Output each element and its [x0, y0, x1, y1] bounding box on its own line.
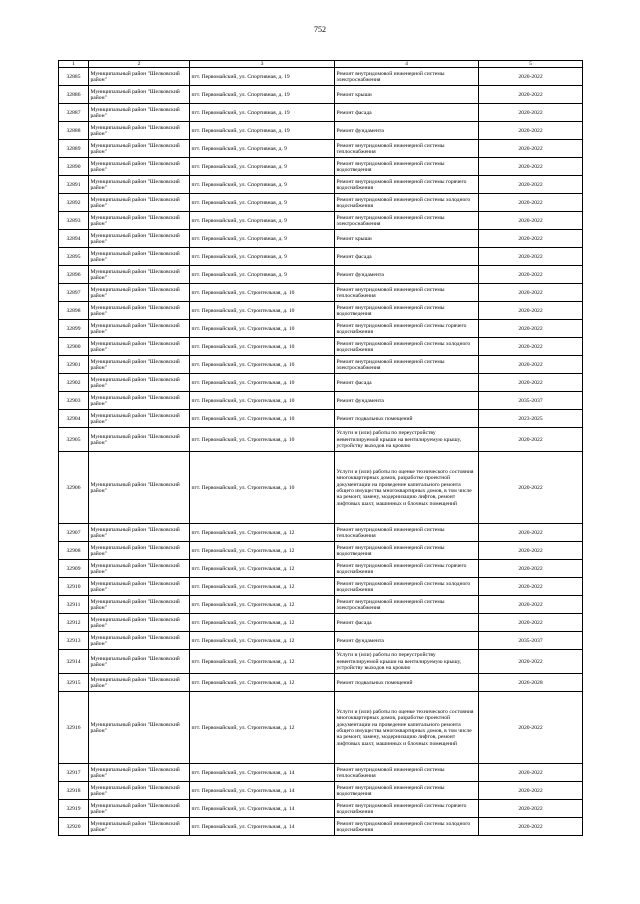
- row-number: 32914: [59, 650, 89, 674]
- work-type-cell: Ремонт крыши: [335, 86, 479, 104]
- municipality-cell: Муниципальный район "Шелковский район": [89, 104, 190, 122]
- address-cell: пгт. Первомайский, ул. Строительная, д. 10: [190, 320, 335, 338]
- row-number: 32899: [59, 320, 89, 338]
- period-cell: 2020-2022: [479, 374, 583, 392]
- table-row: [59, 104, 583, 122]
- period-cell: 2023-2025: [479, 410, 583, 428]
- period-cell: 2020-2022: [479, 68, 583, 86]
- period-cell: 2020-2022: [479, 596, 583, 614]
- table-row: [59, 452, 583, 524]
- column-number: 4: [335, 61, 479, 68]
- work-type-cell: Ремонт фасада: [335, 248, 479, 266]
- municipality-cell: Муниципальный район "Шелковский район": [89, 578, 190, 596]
- period-cell: 2020-2022: [479, 692, 583, 764]
- municipality-cell: Муниципальный район "Шелковский район": [89, 284, 190, 302]
- address-cell: пгт. Первомайский, ул. Строительная, д. 12: [190, 578, 335, 596]
- period-cell: 2020-2022: [479, 578, 583, 596]
- period-cell: 2020-2022: [479, 284, 583, 302]
- municipality-cell: Муниципальный район "Шелковский район": [89, 782, 190, 800]
- address-cell: пгт. Первомайский, ул. Строительная, д. 10: [190, 410, 335, 428]
- table-row: [59, 764, 583, 782]
- work-type-cell: Ремонт внутридомовой инженерной системы горячего водоснабжения: [335, 320, 479, 338]
- row-number: 32906: [59, 452, 89, 524]
- address-cell: пгт. Первомайский, ул. Спортивная, д. 9: [190, 212, 335, 230]
- period-cell: 2020-2022: [479, 194, 583, 212]
- table-row: [59, 194, 583, 212]
- work-type-cell: Ремонт подвальных помещений: [335, 410, 479, 428]
- table-body: [59, 61, 583, 836]
- municipality-cell: Муниципальный район "Шелковский район": [89, 410, 190, 428]
- municipality-cell: Муниципальный район "Шелковский район": [89, 452, 190, 524]
- row-number: 32915: [59, 674, 89, 692]
- row-number: 32897: [59, 284, 89, 302]
- work-type-cell: Ремонт внутридомовой инженерной системы теплоснабжения: [335, 764, 479, 782]
- table-row: [59, 524, 583, 542]
- municipality-cell: Муниципальный район "Шелковский район": [89, 86, 190, 104]
- address-cell: пгт. Первомайский, ул. Строительная, д. 10: [190, 392, 335, 410]
- period-cell: 2020-2022: [479, 266, 583, 284]
- municipality-cell: Муниципальный район "Шелковский район": [89, 818, 190, 836]
- address-cell: пгт. Первомайский, ул. Строительная, д. 10: [190, 374, 335, 392]
- address-cell: пгт. Первомайский, ул. Спортивная, д. 19: [190, 122, 335, 140]
- period-cell: 2020-2022: [479, 338, 583, 356]
- work-type-cell: Услуги и (или) работы по оценке технического состояния многоквартирных домов, разработке проектной документации на проведение капитального ремонта общего имущества многоквартирных домов, в том числе на ремонт, замену, модернизацию лифтов, ремонт лифтовых шахт, машинных и блочных помещений: [335, 452, 479, 524]
- address-cell: пгт. Первомайский, ул. Строительная, д. 10: [190, 284, 335, 302]
- table-row: [59, 674, 583, 692]
- work-type-cell: Ремонт внутридомовой инженерной системы горячего водоснабжения: [335, 800, 479, 818]
- period-cell: 2020-2022: [479, 104, 583, 122]
- municipality-cell: Муниципальный район "Шелковский район": [89, 248, 190, 266]
- municipality-cell: Муниципальный район "Шелковский район": [89, 140, 190, 158]
- address-cell: пгт. Первомайский, ул. Строительная, д. 12: [190, 560, 335, 578]
- row-number: 32907: [59, 524, 89, 542]
- work-type-cell: Услуги и (или) работы по переустройству невентилируемой крыши на вентилируемую крышу, устройству выходов на кровлю: [335, 650, 479, 674]
- municipality-cell: Муниципальный район "Шелковский район": [89, 800, 190, 818]
- table-row: [59, 140, 583, 158]
- period-cell: 2020-2022: [479, 212, 583, 230]
- period-cell: 2020-2022: [479, 248, 583, 266]
- work-type-cell: Услуги и (или) работы по переустройству невентилируемой крыши на вентилируемую крышу, устройству выходов на кровлю: [335, 428, 479, 452]
- address-cell: пгт. Первомайский, ул. Спортивная, д. 19: [190, 68, 335, 86]
- table-row: [59, 578, 583, 596]
- address-cell: пгт. Первомайский, ул. Строительная, д. 10: [190, 356, 335, 374]
- table-row: [59, 248, 583, 266]
- period-cell: 2020-2022: [479, 230, 583, 248]
- table-row: [59, 374, 583, 392]
- period-cell: 2020-2022: [479, 122, 583, 140]
- municipality-cell: Муниципальный район "Шелковский район": [89, 392, 190, 410]
- period-cell: 2020-2022: [479, 302, 583, 320]
- municipality-cell: Муниципальный район "Шелковский район": [89, 632, 190, 650]
- period-cell: 2020-2022: [479, 452, 583, 524]
- municipality-cell: Муниципальный район "Шелковский район": [89, 692, 190, 764]
- row-number: 32916: [59, 692, 89, 764]
- work-type-cell: Ремонт внутридомовой инженерной системы холодного водоснабжения: [335, 338, 479, 356]
- table-row: [59, 284, 583, 302]
- row-number: 32894: [59, 230, 89, 248]
- period-cell: 2026-2028: [479, 674, 583, 692]
- address-cell: пгт. Первомайский, ул. Строительная, д. 12: [190, 596, 335, 614]
- row-number: 32911: [59, 596, 89, 614]
- municipality-cell: Муниципальный район "Шелковский район": [89, 542, 190, 560]
- work-type-cell: Ремонт фундамента: [335, 122, 479, 140]
- address-cell: пгт. Первомайский, ул. Строительная, д. 10: [190, 338, 335, 356]
- table-row: [59, 692, 583, 764]
- work-type-cell: Ремонт внутридомовой инженерной системы холодного водоснабжения: [335, 818, 479, 836]
- address-cell: пгт. Первомайский, ул. Строительная, д. 12: [190, 632, 335, 650]
- table-row: [59, 818, 583, 836]
- period-cell: 2020-2022: [479, 158, 583, 176]
- table-row: [59, 68, 583, 86]
- municipality-cell: Муниципальный район "Шелковский район": [89, 356, 190, 374]
- row-number: 32904: [59, 410, 89, 428]
- table-row: [59, 800, 583, 818]
- table-row: [59, 320, 583, 338]
- address-cell: пгт. Первомайский, ул. Строительная, д. 12: [190, 542, 335, 560]
- work-type-cell: Ремонт фундамента: [335, 392, 479, 410]
- work-type-cell: Услуги и (или) работы по оценке технического состояния многоквартирных домов, разработке проектной документации на проведение капитального ремонта общего имущества многоквартирных домов, в том числе на ремонт, замену, модернизацию лифтов, ремонт лифтовых шахт, машинных и блочных помещений: [335, 692, 479, 764]
- address-cell: пгт. Первомайский, ул. Спортивная, д. 9: [190, 194, 335, 212]
- address-cell: пгт. Первомайский, ул. Строительная, д. 10: [190, 302, 335, 320]
- municipality-cell: Муниципальный район "Шелковский район": [89, 230, 190, 248]
- period-cell: 2035-2037: [479, 632, 583, 650]
- row-number: 32903: [59, 392, 89, 410]
- period-cell: 2020-2022: [479, 650, 583, 674]
- address-cell: пгт. Первомайский, ул. Строительная, д. 10: [190, 428, 335, 452]
- table-row: [59, 392, 583, 410]
- table-row: [59, 632, 583, 650]
- column-number: 5: [479, 61, 583, 68]
- period-cell: 2020-2022: [479, 428, 583, 452]
- work-type-cell: Ремонт внутридомовой инженерной системы электроснабжения: [335, 596, 479, 614]
- address-cell: пгт. Первомайский, ул. Спортивная, д. 9: [190, 266, 335, 284]
- period-cell: 2020-2022: [479, 320, 583, 338]
- municipality-cell: Муниципальный район "Шелковский район": [89, 158, 190, 176]
- municipality-cell: Муниципальный район "Шелковский район": [89, 68, 190, 86]
- work-type-cell: Ремонт внутридомовой инженерной системы водоотведения: [335, 302, 479, 320]
- table-row: [59, 212, 583, 230]
- period-cell: 2020-2022: [479, 524, 583, 542]
- row-number: 32895: [59, 248, 89, 266]
- row-number: 32892: [59, 194, 89, 212]
- address-cell: пгт. Первомайский, ул. Строительная, д. 12: [190, 674, 335, 692]
- row-number: 32918: [59, 782, 89, 800]
- period-cell: 2020-2022: [479, 86, 583, 104]
- municipality-cell: Муниципальный район "Шелковский район": [89, 650, 190, 674]
- table-row: [59, 230, 583, 248]
- table-row: [59, 596, 583, 614]
- address-cell: пгт. Первомайский, ул. Строительная, д. 14: [190, 782, 335, 800]
- address-cell: пгт. Первомайский, ул. Спортивная, д. 9: [190, 158, 335, 176]
- column-number: 1: [59, 61, 89, 68]
- row-number: 32890: [59, 158, 89, 176]
- row-number: 32901: [59, 356, 89, 374]
- work-type-cell: Ремонт внутридомовой инженерной системы водоотведения: [335, 782, 479, 800]
- municipality-cell: Муниципальный район "Шелковский район": [89, 176, 190, 194]
- period-cell: 2020-2022: [479, 140, 583, 158]
- period-cell: 2020-2022: [479, 356, 583, 374]
- work-type-cell: Ремонт внутридомовой инженерной системы электроснабжения: [335, 212, 479, 230]
- page-number: 752: [314, 25, 326, 34]
- work-type-cell: Ремонт фасада: [335, 104, 479, 122]
- address-cell: пгт. Первомайский, ул. Спортивная, д. 9: [190, 248, 335, 266]
- address-cell: пгт. Первомайский, ул. Строительная, д. 12: [190, 614, 335, 632]
- municipality-cell: Муниципальный район "Шелковский район": [89, 122, 190, 140]
- address-cell: пгт. Первомайский, ул. Спортивная, д. 9: [190, 176, 335, 194]
- period-cell: 2020-2022: [479, 560, 583, 578]
- address-cell: пгт. Первомайский, ул. Строительная, д. 14: [190, 800, 335, 818]
- row-number: 32887: [59, 104, 89, 122]
- period-cell: 2020-2022: [479, 782, 583, 800]
- address-cell: пгт. Первомайский, ул. Строительная, д. 12: [190, 650, 335, 674]
- table-row: [59, 542, 583, 560]
- municipality-cell: Муниципальный район "Шелковский район": [89, 374, 190, 392]
- work-type-cell: Ремонт внутридомовой инженерной системы электроснабжения: [335, 356, 479, 374]
- row-number: 32920: [59, 818, 89, 836]
- column-number: 2: [89, 61, 190, 68]
- table-row: [59, 356, 583, 374]
- work-type-cell: Ремонт внутридомовой инженерной системы водоотведения: [335, 542, 479, 560]
- row-number: 32893: [59, 212, 89, 230]
- table-row: [59, 122, 583, 140]
- row-number: 32888: [59, 122, 89, 140]
- row-number: 32896: [59, 266, 89, 284]
- row-number: 32910: [59, 578, 89, 596]
- table-row: [59, 302, 583, 320]
- period-cell: 2020-2022: [479, 542, 583, 560]
- work-type-cell: Ремонт фундамента: [335, 632, 479, 650]
- address-cell: пгт. Первомайский, ул. Строительная, д. 12: [190, 692, 335, 764]
- row-number: 32889: [59, 140, 89, 158]
- work-type-cell: Ремонт внутридомовой инженерной системы электроснабжения: [335, 68, 479, 86]
- row-number: 32886: [59, 86, 89, 104]
- municipality-cell: Муниципальный район "Шелковский район": [89, 212, 190, 230]
- row-number: 32919: [59, 800, 89, 818]
- table-row: [59, 560, 583, 578]
- municipality-cell: Муниципальный район "Шелковский район": [89, 596, 190, 614]
- row-number: 32885: [59, 68, 89, 86]
- row-number: 32898: [59, 302, 89, 320]
- table-row: [59, 614, 583, 632]
- row-number: 32891: [59, 176, 89, 194]
- table-row: [59, 782, 583, 800]
- municipality-cell: Муниципальный район "Шелковский район": [89, 338, 190, 356]
- municipality-cell: Муниципальный район "Шелковский район": [89, 194, 190, 212]
- work-type-cell: Ремонт внутридомовой инженерной системы горячего водоснабжения: [335, 176, 479, 194]
- address-cell: пгт. Первомайский, ул. Спортивная, д. 19: [190, 86, 335, 104]
- period-cell: 2020-2022: [479, 614, 583, 632]
- work-type-cell: Ремонт внутридомовой инженерной системы водоотведения: [335, 158, 479, 176]
- municipality-cell: Муниципальный район "Шелковский район": [89, 674, 190, 692]
- row-number: 32913: [59, 632, 89, 650]
- work-type-cell: Ремонт внутридомовой инженерной системы теплоснабжения: [335, 140, 479, 158]
- municipality-cell: Муниципальный район "Шелковский район": [89, 266, 190, 284]
- row-number: 32908: [59, 542, 89, 560]
- work-type-cell: Ремонт фундамента: [335, 266, 479, 284]
- row-number: 32912: [59, 614, 89, 632]
- address-cell: пгт. Первомайский, ул. Строительная, д. 14: [190, 818, 335, 836]
- work-type-cell: Ремонт внутридомовой инженерной системы холодного водоснабжения: [335, 194, 479, 212]
- period-cell: 2020-2022: [479, 176, 583, 194]
- municipality-cell: Муниципальный район "Шелковский район": [89, 428, 190, 452]
- row-number: 32905: [59, 428, 89, 452]
- work-type-cell: Ремонт внутридомовой инженерной системы горячего водоснабжения: [335, 560, 479, 578]
- work-type-cell: Ремонт подвальных помещений: [335, 674, 479, 692]
- period-cell: 2020-2022: [479, 764, 583, 782]
- work-type-cell: Ремонт внутридомовой инженерной системы теплоснабжения: [335, 524, 479, 542]
- work-type-cell: Ремонт крыши: [335, 230, 479, 248]
- column-number: 3: [190, 61, 335, 68]
- work-type-cell: Ремонт внутридомовой инженерной системы теплоснабжения: [335, 284, 479, 302]
- row-number: 32909: [59, 560, 89, 578]
- municipality-cell: Муниципальный район "Шелковский район": [89, 302, 190, 320]
- address-cell: пгт. Первомайский, ул. Строительная, д. 12: [190, 524, 335, 542]
- work-type-cell: Ремонт фасада: [335, 374, 479, 392]
- table-row: [59, 428, 583, 452]
- municipality-cell: Муниципальный район "Шелковский район": [89, 614, 190, 632]
- address-cell: пгт. Первомайский, ул. Строительная, д. 14: [190, 764, 335, 782]
- address-cell: пгт. Первомайский, ул. Спортивная, д. 9: [190, 140, 335, 158]
- address-cell: пгт. Первомайский, ул. Строительная, д. 10: [190, 452, 335, 524]
- municipality-cell: Муниципальный район "Шелковский район": [89, 524, 190, 542]
- address-cell: пгт. Первомайский, ул. Спортивная, д. 9: [190, 230, 335, 248]
- table-row: [59, 86, 583, 104]
- table-row: [59, 410, 583, 428]
- municipality-cell: Муниципальный район "Шелковский район": [89, 764, 190, 782]
- table-row: [59, 158, 583, 176]
- table-row: [59, 266, 583, 284]
- table-row: [59, 176, 583, 194]
- column-number-row: [59, 61, 583, 68]
- table-row: [59, 650, 583, 674]
- municipality-cell: Муниципальный район "Шелковский район": [89, 560, 190, 578]
- work-type-cell: Ремонт внутридомовой инженерной системы холодного водоснабжения: [335, 578, 479, 596]
- work-type-cell: Ремонт фасада: [335, 614, 479, 632]
- address-cell: пгт. Первомайский, ул. Спортивная, д. 19: [190, 104, 335, 122]
- row-number: 32902: [59, 374, 89, 392]
- table-row: [59, 338, 583, 356]
- municipality-cell: Муниципальный район "Шелковский район": [89, 320, 190, 338]
- repair-schedule-table: [58, 60, 583, 836]
- row-number: 32900: [59, 338, 89, 356]
- period-cell: 2020-2022: [479, 818, 583, 836]
- row-number: 32917: [59, 764, 89, 782]
- period-cell: 2020-2022: [479, 800, 583, 818]
- period-cell: 2035-2037: [479, 392, 583, 410]
